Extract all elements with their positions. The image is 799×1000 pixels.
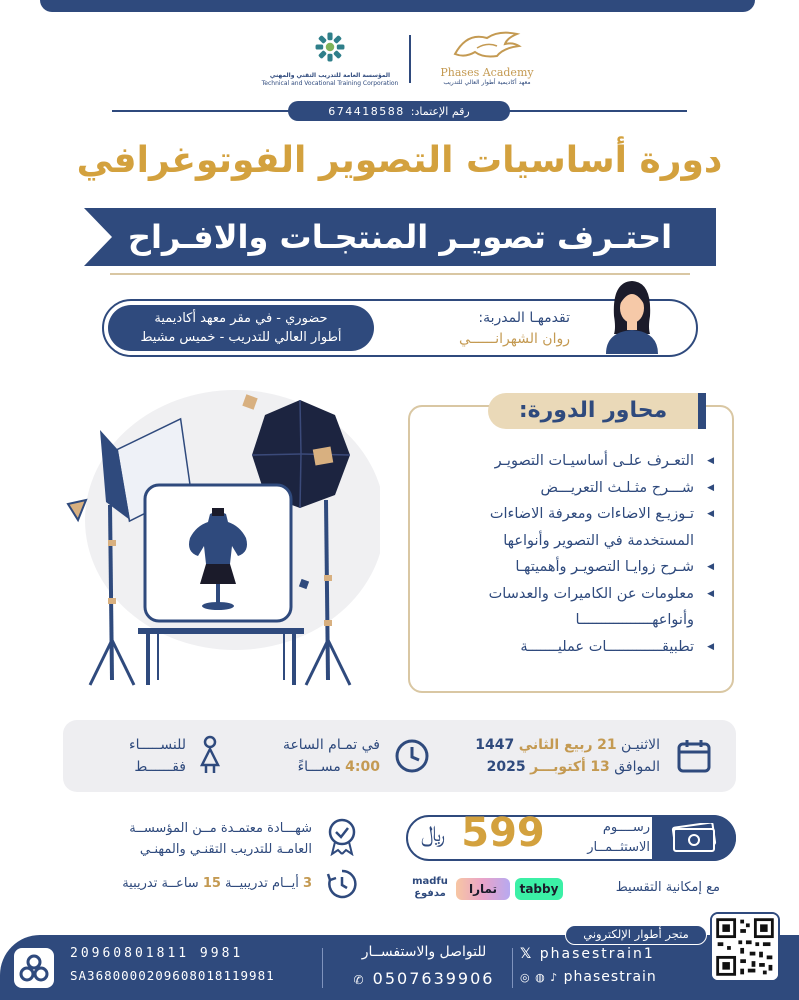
calendar-icon — [676, 738, 712, 774]
tvtc-logo — [255, 30, 405, 90]
fees-icon-bg — [652, 815, 736, 861]
accreditation-number: 674418588 — [328, 104, 405, 118]
contact-phone[interactable]: ✆ 0507639906 — [353, 969, 495, 988]
time-value: 4:00 مســـاءً — [297, 759, 380, 775]
account-number: 20960801811 9981 — [70, 946, 244, 961]
topic-item: ◀ شـرح زوايـا التصويـر وأهميتهـا — [420, 554, 716, 581]
tvtc-name-ar: المؤسسة العامة للتدريب التقني والمهني — [269, 72, 391, 79]
academy-name-ar: معهد أكاديمية أطوار العالي للتدريب — [443, 79, 531, 86]
bullet-icon: ◀ — [707, 509, 714, 519]
tvtc-emblem-icon — [313, 30, 347, 64]
gregorian-date: الموافق 13 أكتوبـــر 2025 — [486, 759, 660, 775]
hijri-date: الاثنيـن 21 ربيع الثاني 1447 — [475, 737, 660, 753]
trainer-label: تقدمهـا المدربة: — [478, 310, 570, 326]
topic-item: ◀ شـــرح مثـلـث التعريـــض — [420, 475, 716, 502]
certificate-badge-icon — [326, 818, 358, 856]
phases-bird-icon — [447, 28, 527, 64]
social-handle[interactable]: ◎ ◍ ♪ phasestrain — [520, 969, 657, 985]
x-handle[interactable]: 𝕏 phasestrain1 — [520, 946, 655, 962]
x-icon: 𝕏 — [520, 946, 534, 962]
mode-line-2: أطوار العالي للتدريب - خميس مشيط — [140, 330, 342, 345]
duration-text: 3 أيــام تدريبيــة 15 ساعــة تدريبية — [122, 876, 312, 891]
subtitle-ribbon — [80, 208, 720, 266]
academy-name-en: Phases Academy — [440, 66, 534, 79]
logo-divider — [409, 35, 411, 83]
duration-clock-icon — [326, 868, 358, 900]
certificate-text: شهـــادة معتمـدة مــن المؤسســة العامـة للتدريب التقنـي والمهنـي — [129, 821, 312, 857]
store-label: متجر أطوار الإلكتروني — [565, 925, 707, 945]
installment-label: مع إمكانية التقسيط — [615, 880, 720, 895]
bullet-icon: ◀ — [707, 562, 714, 572]
topics-list — [420, 448, 716, 660]
ribbon-underline — [110, 273, 690, 275]
clock-icon — [394, 738, 430, 774]
audience-line-1: للنســـــاء — [129, 737, 186, 753]
audience-line-2: فقــــــط — [134, 759, 186, 775]
top-band — [40, 0, 755, 12]
phases-academy-logo — [432, 28, 542, 90]
tvtc-name-en: Technical and Vocational Training Corporation — [261, 80, 399, 87]
footer-divider — [512, 948, 513, 988]
photo-studio-illustration — [60, 380, 380, 700]
time-label: في تمـام الساعة — [282, 737, 380, 753]
topic-item: ◀ التعـرف علـى أساسيـات التصويـر — [420, 448, 716, 475]
course-title: دورة أساسيات التصوير الفوتوغرافي — [76, 140, 723, 181]
topic-item: ◀ معلومات عن الكاميرات والعدسات وأنواعهـــــــــــــــــا — [420, 581, 716, 634]
bullet-icon: ◀ — [707, 456, 714, 466]
footer-divider — [322, 948, 323, 988]
iban-number: SA3680000209608018119981 — [70, 968, 275, 983]
fees-label: رســــوم الاستثــمــار — [587, 820, 650, 855]
mode-line-1: حضوري - في مقر معهد أكاديمية — [154, 311, 328, 326]
bullet-icon: ◀ — [707, 588, 714, 599]
accreditation-label: رقم الإعتماد: — [410, 104, 470, 118]
contact-label: للتواصل والاستفســار — [361, 944, 487, 960]
delivery-mode — [108, 305, 374, 351]
tabby-logo: tabby — [515, 878, 563, 900]
qr-code-icon[interactable] — [710, 912, 780, 982]
whatsapp-icon: ✆ — [353, 973, 366, 987]
madfu-logo: madfu مدفوع — [412, 876, 448, 899]
topics-heading: محاور الدورة: — [488, 393, 698, 429]
trainer-avatar-icon — [602, 276, 662, 354]
tamara-logo: تمارا — [456, 878, 510, 900]
social-icons: ◎ ◍ ♪ — [520, 971, 559, 984]
fees-amount: 599 — [461, 810, 545, 856]
money-icon — [670, 823, 718, 853]
topic-item: ◀ تطبيقـــــــــــــات عمليـــــــة — [420, 634, 716, 661]
topic-item: ◀ تـوزيـع الاضاءات ومعرفة الاضاءات المستخدمة في التصوير وأنواعها — [420, 501, 716, 554]
accreditation-badge — [288, 101, 510, 121]
riyal-icon: ﷼ — [420, 822, 446, 847]
topics-heading-tab — [698, 393, 706, 429]
bullet-icon: ◀ — [707, 641, 714, 652]
bullet-icon: ◀ — [707, 482, 714, 493]
woman-icon — [196, 735, 224, 775]
bank-logo-icon — [14, 948, 54, 988]
course-subtitle: احتـرف تصويـر المنتجـات والافـراح — [127, 218, 673, 256]
trainer-name: روان الشهرانــــــي — [458, 331, 570, 347]
